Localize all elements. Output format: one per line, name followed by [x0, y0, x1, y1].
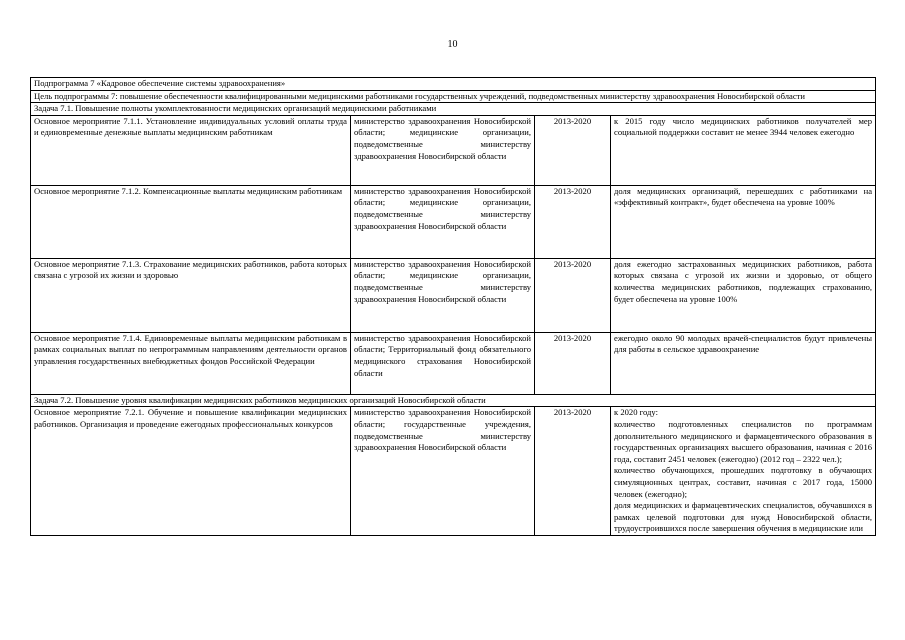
subprogram-goal: Цель подпрограммы 7: повышение обеспеченности квалифицированными медицинскими работниками государственных учреждений, подведомственных министерству здравоохранения Новосибирской области: [31, 90, 876, 103]
activity-result: доля ежегодно застрахованных медицинских работников, работа которых связана с угрозой их жизни и здоровью, от общего количества медицинских работников, подлежащих страхованию, будет обеспечена на уровне 100%: [611, 258, 876, 332]
activity-executors: министерство здравоохранения Новосибирской области; медицинские организации, подведомственные министерству здравоохранения Новосибирской области: [351, 185, 535, 258]
task-title: Задача 7.2. Повышение уровня квалификации медицинских работников медицинских организаций Новосибирской области: [31, 394, 876, 407]
activity-result: к 2015 году число медицинских работников получателей мер социальной поддержки составит не менее 3944 человек ежегодно: [611, 115, 876, 185]
task-row: [31, 394, 876, 407]
page-number: 10: [447, 39, 458, 50]
result-line: количество обучающихся, прошедших подготовку в обучающих симуляционных центрах, составит, начиная с 2017 года, 15000 человек (ежегодно);: [614, 465, 873, 499]
activity-result: ежегодно около 90 молодых врачей-специалистов будут привлечены для работы в сельское здравоохранение: [611, 332, 876, 394]
activity-result: доля медицинских организаций, перешедших с работниками на «эффективный контракт», будет обеспечена на уровне 100%: [611, 185, 876, 258]
result-line: количество подготовленных специалистов по программам дополнительного медицинского и фармацевтического образования в государственных организациях высшего образования, начиная с 2016 года, составит 2451 человек (ежегодно) (2012 год – 2322 чел.);: [614, 418, 873, 464]
result-line: к 2020 году:: [614, 407, 658, 418]
activity-name: Основное мероприятие 7.1.3. Страхование медицинских работников, работа которых связана с угрозой их жизни и здоровью: [31, 258, 351, 332]
activity-executors: министерство здравоохранения Новосибирской области; медицинские организации, подведомственные министерству здравоохранения Новосибирской области: [351, 115, 535, 185]
activity-executors: министерство здравоохранения Новосибирской области; Территориальный фонд обязательного медицинского страхования Новосибирской области: [351, 332, 535, 394]
activity-row: [31, 332, 876, 394]
subprogram-goal-row: [31, 90, 876, 103]
activity-row: [31, 258, 876, 332]
activity-executors: министерство здравоохранения Новосибирской области; медицинские организации, подведомственные министерству здравоохранения Новосибирской области: [351, 258, 535, 332]
activity-executors: министерство здравоохранения Новосибирской области; государственные учреждения, подведомственные министерству здравоохранения Новосибирской области: [351, 407, 535, 536]
subprogram-table: [30, 77, 876, 536]
activity-period: 2013-2020: [535, 185, 611, 258]
task-title: Задача 7.1. Повышение полноты укомплектованности медицинских организаций медицинскими работниками: [31, 103, 876, 116]
result-line: доля медицинских и фармацевтических специалистов, обучавшихся в рамках целевой подготовки для нужд Новосибирской области, трудоустроившихся после завершения обучения в медицинские или: [614, 500, 873, 534]
activity-name: Основное мероприятие 7.1.1. Установление индивидуальных условий оплаты труда и единовременные денежные выплаты медицинским работникам: [31, 115, 351, 185]
activity-row: [31, 407, 876, 536]
activity-row: [31, 185, 876, 258]
activity-result: [611, 407, 876, 536]
activity-period: 2013-2020: [535, 258, 611, 332]
subprogram-title: Подпрограмма 7 «Кадровое обеспечение системы здравоохранения»: [31, 78, 876, 91]
activity-row: [31, 115, 876, 185]
activity-name: Основное мероприятие 7.1.2. Компенсационные выплаты медицинским работникам: [31, 185, 351, 258]
activity-name: Основное мероприятие 7.2.1. Обучение и повышение квалификации медицинских работников. Организация и проведение ежегодных профессиональных конкурсов: [31, 407, 351, 536]
activity-period: 2013-2020: [535, 407, 611, 536]
activity-period: 2013-2020: [535, 332, 611, 394]
task-row: [31, 103, 876, 116]
subprogram-title-row: [31, 78, 876, 91]
activity-name: Основное мероприятие 7.1.4. Единовременные выплаты медицинским работникам в рамках социальных выплат по непрограммным направлениям деятельности органов управления государственных внебюджетных фондов Российской Федерации: [31, 332, 351, 394]
activity-period: 2013-2020: [535, 115, 611, 185]
